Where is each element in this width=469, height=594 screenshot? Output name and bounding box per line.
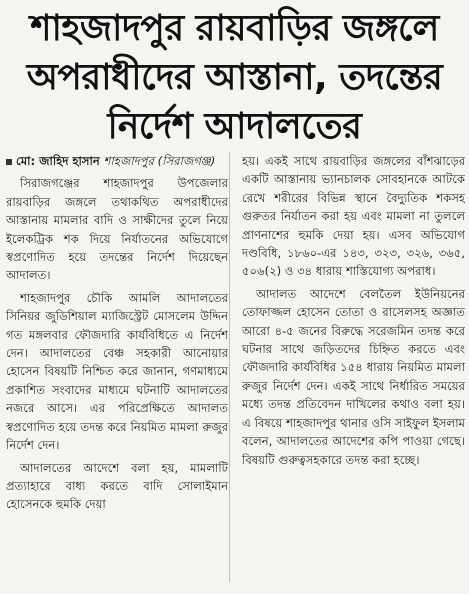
headline: [10, 4, 459, 151]
byline-reporter: মো: জাহিদ হাসান: [16, 154, 100, 168]
headline-line-1: শাহজাদপুর রায়বাড়ির জঙ্গলে: [30, 8, 439, 49]
paragraph: শাহজাদপুর চৌকি আমলি আদালতের সিনিয়র জুডিশিয়াল ম্যাজিস্ট্রেট মোসলেম উদ্দিন গত মঙ্গলবার ফৌজদারি কার্যবিধিতে এ নির্দেশ দেন। আদালতের বেঞ্চ সহকারী আনোয়ার হোসেন বিষয়টি নিশ্চিত করে জানান, গণমাধ্যমে প্রকাশিত সংবাদের মাধ্যমে ঘটনাটি আদালতের নজরে আসে। এর পরিপ্রেক্ষিতে আদালত স্বপ্রণোদিত হয়ে তদন্ত করে নিয়মিত মামলা রুজুর নির্দেশ দেন।: [6, 290, 228, 453]
paragraph: হয়। একই সাথে রায়বাড়ির জঙ্গলের বাঁশঝাড়ের একটি আস্তানায় ভ্যানচালক সোবহানকে আটকে রেখে শরীরের বিভিন্ন স্থানে বৈদ্যুতিক শকসহ গুরুতর নির্যাতন করা হয় এবং মামলা না তুললে প্রাণনাশের হুমকি দেয়া হয়। এসব অভিযোগ দণ্ডবিধি, ১৮৬০-এর ১৪৩, ৩২৩, ৩২৬, ৩৬৫, ৫০৬(২) ও ৩৪ ধারায় শাস্তিযোগ্য অপরাধ।: [242, 154, 465, 279]
byline: [6, 152, 228, 170]
article-column-left: [6, 152, 228, 588]
headline-line-3: নির্দেশ আদালতের: [107, 106, 362, 147]
headline-line-2: অপরাধীদের আস্তানা, তদন্তের: [26, 57, 443, 98]
paragraph: আদালতের আদেশে বলা হয়, মামলাটি প্রত্যাহারে বাধ্য করতে বাদি সোলাইমান হোসেনকে হুমকি দেয়া: [6, 460, 228, 512]
paragraph: সিরাজগঞ্জের শাহজাদপুর উপজেলার রায়বাড়ির জঙ্গলে তথাকথিত অপরাধীদের আস্তানায় মামলার বাদি ও সাক্ষীদের তুলে নিয়ে ইলেকট্রিক শক দিয়ে নির্যাতনের অভিযোগে স্বপ্রণোদিত হয়ে তদন্তের নির্দেশ দিয়েছেন আদালত।: [6, 176, 228, 283]
article-column-right: [242, 152, 465, 588]
bullet-icon: [6, 159, 12, 165]
byline-location: শাহজাদপুর (সিরাজগঞ্জ): [103, 154, 216, 168]
article-body: [6, 152, 465, 588]
paragraph: আদালত আদেশে বেলতৈল ইউনিয়নের তোফাজ্জল হোসেন তোতা ও রাসেলসহ অজ্ঞাত আরো ৪-৫ জনের বিরুদ্ধে সরেজমিন তদন্ত করে ঘটনার সাথে জড়িতদের চিহ্নিত করতে এবং ফৌজদারি কার্যবিধির ১৫৪ ধারায় নিয়মিত মামলা রুজুর নির্দেশ দেন। একই সাথে নির্ধারিত সময়ের মধ্যে তদন্ত প্রতিবেদন দাখিলের কথাও বলা হয়। এ বিষয়ে শাহজাদপুর থানার ওসি সাইফুল ইসলাম বলেন, আদালতের আদেশের কপি পাওয়া গেছে। বিষয়টি গুরুত্বসহকারে তদন্ত করা হচ্ছে।: [242, 286, 465, 467]
